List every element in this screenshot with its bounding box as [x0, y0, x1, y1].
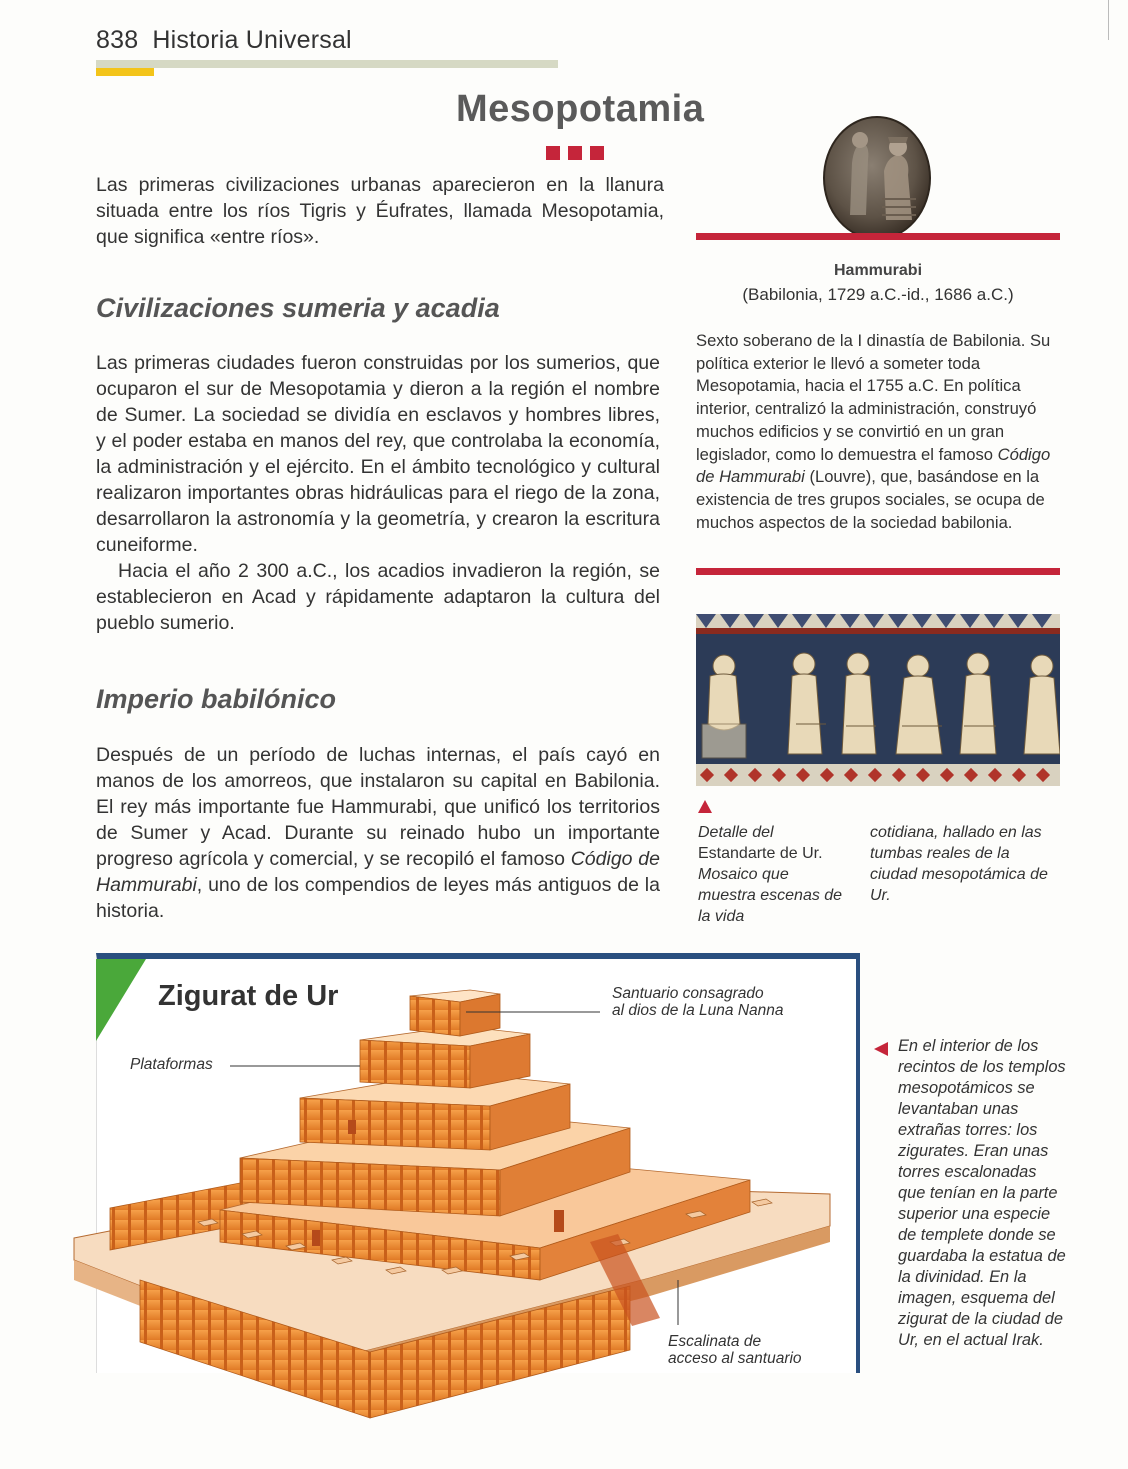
bio-name: Hammurabi	[833, 262, 923, 279]
text-run: Mosaico que muestra escenas de la vida	[698, 866, 843, 925]
text-run: , uno de los compendios de leyes más antiguos de la historia.	[96, 874, 660, 922]
text-run: (Louvre), que, basándose en la existencia de tres grupos sociales, se ocupa de muchos aspectos de la sociedad babilonia.	[696, 467, 1045, 532]
label-staircase	[668, 1333, 802, 1367]
header-accent	[96, 68, 154, 76]
text-run: Estandarte de Ur.	[698, 845, 823, 862]
section-heading-sumeria: Civilizaciones sumeria y acadia	[96, 293, 500, 323]
standard-of-ur-mosaic-image	[696, 614, 1060, 786]
label-platforms: Plataformas	[130, 1056, 213, 1073]
running-title: Historia Universal	[152, 26, 352, 54]
ziggurat-side-note: En el interior de los recintos de los templos mesopotámicos se levantaban unas extrañas torres: los zigurates. Eran unas torres escalonadas que tenían en la parte superior una especie de templete donde se guardaba la estatua de la divinidad. En la imagen, esquema del zigurat de la ciudad de Ur, en el actual Irak.	[898, 1037, 1066, 1349]
hammurabi-relief-image	[822, 115, 932, 241]
bio-top-rule	[696, 233, 1060, 240]
label-sanctuary	[612, 985, 784, 1019]
paragraph: Las primeras ciudades fueron construidas por los sumerios, que ocuparon el sur de Mesopotamia y dieron a la región el nombre de Sumer. La sociedad se dividía en esclavos y hombres libres, y el poder estaba en manos del rey, que controlaba la economía, la administración y el ejército. En el ámbito tecnológico y cultural realizaron importantes obras hidráulicas para el riego de la zona, desarrollaron la astronomía y la geometría, y crearon la escritura cuneiforme.	[96, 352, 660, 556]
mosaic-caption-col2: cotidiana, hallado en las tumbas reales de la ciudad mesopotámica de Ur.	[870, 824, 1048, 904]
paragraph: Hacia el año 2 300 a.C., los acadios invadieron la región, se establecieron en Acad y rápidamente adaptaron la cultura del pueblo sumerio.	[96, 560, 660, 634]
section-body-sumeria	[96, 350, 660, 636]
caption-arrow-icon	[698, 800, 712, 813]
section-body-babilonico	[96, 742, 660, 924]
label-line: acceso al santuario	[668, 1350, 802, 1367]
text-run-italic: Código de Hammurabi	[696, 444, 1051, 487]
ziggurat-title: Zigurat de Ur	[158, 980, 339, 1012]
running-header	[96, 26, 352, 55]
text-run: Detalle del	[698, 824, 774, 841]
page-number: 838	[96, 26, 139, 54]
label-line: al dios de la Luna Nanna	[612, 1002, 784, 1019]
bio-dates: (Babilonia, 1729 a.C.-id., 1686 a.C.)	[742, 285, 1014, 304]
title-ornament	[568, 146, 582, 160]
page-edge	[1108, 0, 1109, 40]
mosaic-caption-col1	[698, 822, 846, 927]
label-line: Escalinata de	[668, 1333, 762, 1350]
label-line: Santuario consagrado	[612, 985, 764, 1002]
title-ornament	[590, 146, 604, 160]
bio-text	[696, 330, 1060, 534]
text-run: Después de un período de luchas internas, el país cayó en manos de los amorreos, que instalaron su capital en Babilonia. El rey más importante fue Hammurabi, que unificó los territorios de Sumer y Acad. Durante su reinado hubo un importante progreso agrícola y comercial, y se recopiló el famoso	[96, 744, 660, 870]
intro-paragraph: Las primeras civilizaciones urbanas aparecieron en la llanura situada entre los ríos Tigris y Éufrates, llamada Mesopotamia, que significa «entre ríos».	[96, 174, 664, 248]
side-note-arrow-icon	[874, 1042, 888, 1056]
text-run: Sexto soberano de la I dinastía de Babilonia. Su política exterior le llevó a someter toda Mesopotamia, hacia el 1755 a.C. En política interior, centralizó la administración, construyó muchos edificios y se convirtió en un gran legislador, como lo demuestra el famoso	[696, 331, 1051, 464]
bio-bottom-rule	[696, 568, 1060, 575]
header-rule	[96, 60, 558, 68]
section-heading-babilonico: Imperio babilónico	[96, 684, 337, 714]
title-ornament	[546, 146, 560, 160]
page-title: Mesopotamia	[456, 88, 705, 130]
text-run-italic: Código de Hammurabi	[96, 848, 660, 896]
ziggurat-of-ur-illustration	[70, 980, 890, 1460]
